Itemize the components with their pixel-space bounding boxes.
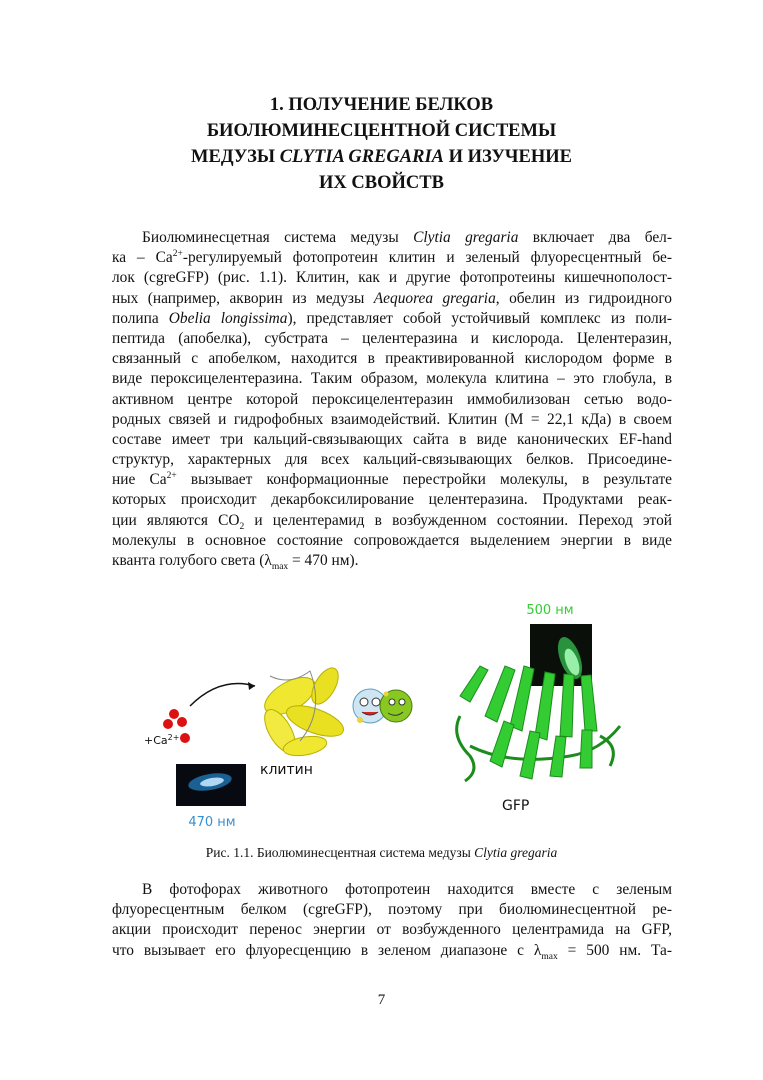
paragraph-2 xyxy=(112,880,672,961)
text-line: виде пероксицелентеразина. Таким образом, молекула клитина – это глобула, в xyxy=(112,370,672,388)
text-line: полипа Obelia longissima), представляет собой устойчивый комплекс из поли- xyxy=(112,309,672,327)
title-text: И ИЗУЧЕНИЕ xyxy=(444,147,572,167)
text-line: активном центре которой пероксицелентеразин иммобилизован сетью водо- xyxy=(112,390,672,408)
figure-illustration xyxy=(130,596,650,836)
text-line: флуоресцентным белком (cgreGFP), поэтому при биолюминесцентной ре- xyxy=(112,901,672,919)
label-clitin: клитин xyxy=(260,762,313,778)
text-line: ных (например, акворин из медузы Aequorea gregaria, обелин из гидроидного xyxy=(112,289,672,307)
title-line-1: 1. ПОЛУЧЕНИЕ БЕЛКОВ xyxy=(269,95,494,115)
title-text: МЕДУЗЫ xyxy=(191,147,280,167)
text-line: кванта голубого света ($\lambda_{max} = 470$ нм). xyxy=(112,552,359,573)
section-title xyxy=(0,92,763,196)
paragraph-1 xyxy=(112,228,672,571)
title-species: CLYTIA GREGARIA xyxy=(279,147,445,167)
text-line: которых происходит декарбоксилирование целентеразина. Продуктами реак- xyxy=(112,491,672,509)
text-line: молекулы в основное состояние сопровождается выделением энергии в виде xyxy=(112,531,672,549)
cartoon-faces-icon xyxy=(353,689,412,723)
blue-luminescence-photo xyxy=(176,764,246,806)
text-line: ние $Са^{2+}$ вызывает конформационные перестройки молекулы, в результате xyxy=(112,471,673,489)
title-line-3 xyxy=(0,144,763,170)
text-line: структур, характерных для всех кальций-связывающих белков. Присоедине- xyxy=(112,451,672,469)
label-calcium: $+Ca^{2+}$ xyxy=(144,733,180,747)
title-line-4: ИХ СВОЙСТВ xyxy=(319,173,444,193)
arrow-icon xyxy=(190,684,255,707)
text-line: Биолюминесцетная система медузы Clytia gregaria включает два бел- xyxy=(142,229,672,246)
label-470nm: 470 нм xyxy=(188,815,236,830)
text-line: что вызывает его флуоресценцию в зеленом диапазоне с $\lambda_{max} = 500$ нм. Та- xyxy=(112,941,672,962)
title-line-2: БИОЛЮМИНЕСЦЕНТНОЙ СИСТЕМЫ xyxy=(206,121,557,141)
text-line: ции являются $СО_2$ и целентерамид в возбужденном состоянии. Переход этой xyxy=(112,511,672,532)
figure-bioluminescent-system xyxy=(130,596,650,836)
text-line: лок (cgreGFP) (рис. 1.1). Клитин, как и другие фотопротеины кишечнополост- xyxy=(112,269,672,287)
label-500nm: 500 нм xyxy=(526,603,574,618)
figure-caption: Рис. 1.1. Биолюминесцентная система медузы Clytia gregaria xyxy=(205,845,558,860)
label-gfp: GFP xyxy=(502,798,530,814)
text-line: составе имеет три кальций-связывающих сайта в виде канонических EF-hand xyxy=(112,430,672,448)
text-line: акции происходит перенос энергии от возбужденного целентрамида на GFP, xyxy=(112,921,672,939)
text-line: пептида (апобелка), субстрата – целентеразина и кислорода. Целентеразин, xyxy=(112,329,672,347)
text-line: связанный с апобелком, находится в преактивированной кислородом форме в xyxy=(112,350,672,368)
text-line: В фотофорах животного фотопротеин находится вместе с зеленым xyxy=(142,881,672,898)
clytin-protein-structure xyxy=(258,664,347,759)
page-number: 7 xyxy=(377,992,386,1008)
text-line: родных связей и гидрофобных взаимодействий. Клитин (М = 22,1 кДа) в своем xyxy=(112,410,672,428)
text-line: ка – $Са^{2+}$-регулируемый фотопротеин клитин и зеленый флуоресцентный бе- xyxy=(112,249,672,267)
